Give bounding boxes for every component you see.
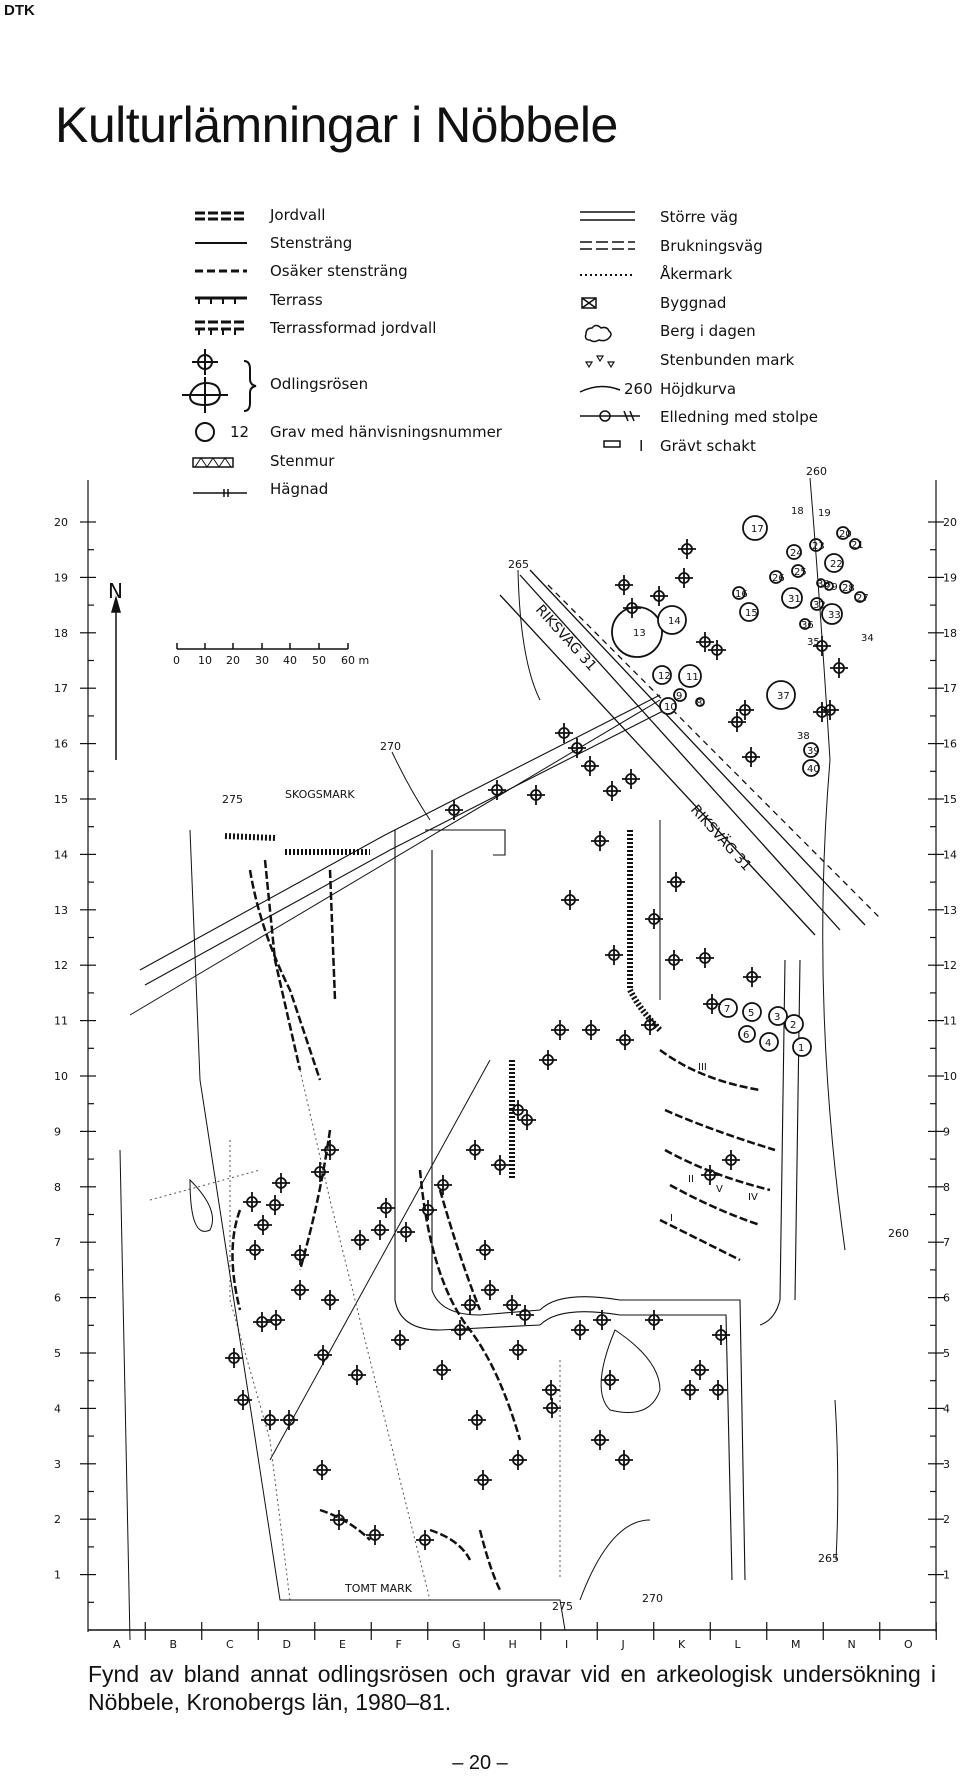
odlingsros-cross-57: [311, 1162, 329, 1182]
odlingsros-cross-1: [678, 539, 696, 559]
odlingsros-cross-93: [722, 1150, 740, 1170]
odlingsros-cross-17: [581, 756, 599, 776]
legend-left-label-7: Stenmur: [270, 452, 335, 470]
odlingsros-cross-12: [742, 747, 760, 767]
odlingsros-cross-68: [291, 1280, 309, 1300]
grave-label-11: 11: [686, 672, 699, 683]
odlingsros-cross-84: [709, 1380, 727, 1400]
grave-label-21: 21: [851, 540, 864, 551]
grave-label-12: 12: [658, 671, 671, 682]
odlingsros-cross-38: [518, 1110, 536, 1130]
odlingsros-cross-28: [696, 948, 714, 968]
grave-label-2: 2: [790, 1020, 797, 1031]
hojdkurva-symbol: [580, 386, 620, 392]
map-figure: [0, 195, 960, 1655]
grave-label-37: 37: [777, 691, 790, 702]
row-label-left: 18: [54, 626, 68, 640]
contour-label-4: 275: [552, 1600, 573, 1613]
legend-left-label-8: Hägnad: [270, 480, 329, 498]
odlingsros-cross-41: [434, 1175, 452, 1195]
odlingsros-cross-80: [542, 1380, 560, 1400]
row-label-right: 13: [943, 903, 957, 917]
odlingsros-cross-55: [371, 1220, 389, 1240]
grave-label-15: 15: [745, 608, 758, 619]
berg-i-dagen-symbol: [586, 326, 612, 342]
legend-right-number-6: 260: [624, 380, 653, 398]
odlingsros-cross-39: [491, 1155, 509, 1175]
odlingsros-cross-48: [433, 1360, 451, 1380]
legend-right-label-3: Byggnad: [660, 294, 727, 312]
row-label-left: 5: [54, 1347, 61, 1360]
contour-label-1: 265: [508, 558, 529, 571]
grave-label-9: 9: [676, 691, 683, 702]
odlingsros-cross-23: [527, 785, 545, 805]
place-label-skogsmark: SKOGSMARK: [285, 788, 355, 801]
page-title: Kulturlämningar i Nöbbele: [55, 97, 618, 153]
legend-left: [182, 213, 256, 497]
odlingsros-cross-15: [555, 723, 573, 743]
row-label-right: 12: [943, 959, 957, 973]
scale-tick-4: 40: [283, 654, 297, 667]
odlingsros-cross-82: [645, 1310, 663, 1330]
legend-right: [580, 212, 640, 447]
odlingsros-cross-52: [476, 1240, 494, 1260]
odlingsros-cross-63: [253, 1312, 271, 1332]
row-label-right: 19: [943, 571, 957, 585]
scale-tick-3: 30: [255, 654, 269, 667]
trench-IV: IV: [748, 1192, 758, 1203]
akermark-boundaries: [150, 1070, 560, 1600]
odlingsros-cross-66: [225, 1348, 243, 1368]
row-label-right: 15: [943, 793, 957, 806]
grave-label-14: 14: [668, 616, 681, 627]
odlingsros-cross-73: [330, 1510, 348, 1530]
grave-label-6: 6: [743, 1030, 750, 1041]
grave-label-35: 35: [807, 637, 820, 648]
row-label-left: 14: [54, 848, 68, 862]
stenmur-symbol: [193, 458, 233, 467]
row-label-left: 17: [54, 682, 68, 696]
contour-label-3: 275: [222, 793, 243, 806]
odlingsros-cross-62: [246, 1240, 264, 1260]
row-label-left: 16: [54, 737, 68, 751]
scale-tick-2: 20: [226, 654, 240, 667]
row-label-left: 6: [54, 1291, 61, 1305]
grave-label-33: 33: [828, 610, 841, 621]
odlingsros-cross-76: [468, 1410, 486, 1430]
row-label-right: 11: [943, 1014, 957, 1028]
row-label-right: 14: [943, 848, 957, 862]
row-label-right: 18: [943, 626, 957, 640]
brukningsvag-symbol: [580, 242, 635, 249]
odlingsros-cross-89: [261, 1410, 279, 1430]
col-label: H: [508, 1638, 517, 1651]
grave-label-10: 10: [664, 702, 677, 713]
scale-tick-1: 10: [198, 654, 212, 667]
trench-I: I: [670, 1213, 673, 1224]
col-label: B: [169, 1638, 178, 1651]
scale-bar: [177, 643, 348, 649]
byggnad-symbol: [582, 298, 596, 308]
odlingsros-cross-58: [272, 1173, 290, 1193]
legend-left-label-1: Stensträng: [270, 234, 353, 252]
header-tag: DTK: [4, 2, 35, 19]
contour-label-5: 270: [642, 1592, 663, 1605]
grave-label-31: 31: [788, 594, 801, 605]
row-label-right: 9: [943, 1125, 950, 1139]
scale-tick-6: 60 m: [341, 654, 370, 667]
row-label-left: 2: [54, 1513, 61, 1527]
odlingsros-cross-94: [701, 1165, 719, 1185]
odlingsros-cross-64: [267, 1310, 285, 1330]
grave-label-7: 7: [724, 1004, 731, 1015]
col-label: G: [452, 1638, 461, 1651]
legend-right-label-7: Elledning med stolpe: [660, 408, 818, 426]
terrassformad-jordvall-symbol: [195, 322, 247, 335]
grave-label-26: 26: [772, 573, 785, 584]
odlingsros-cross-35: [551, 1020, 569, 1040]
grave-label-24: 24: [790, 548, 803, 559]
odlingsros-cross-91: [571, 1320, 589, 1340]
odlingsros-cross-31: [605, 945, 623, 965]
legend-left-label-3: Terrass: [270, 291, 323, 309]
legend-right-label-2: Åkermark: [660, 265, 733, 283]
odlingsros-cross-77: [474, 1470, 492, 1490]
terraces: [233, 860, 776, 1590]
row-label-right: 3: [943, 1457, 950, 1471]
odlingsros-cross-2: [675, 568, 693, 588]
odlingsros-cross-79: [509, 1340, 527, 1360]
row-label-right: 7: [943, 1236, 950, 1250]
row-label-left: 4: [54, 1402, 61, 1416]
legend-right-label-5: Stenbunden mark: [660, 351, 795, 369]
col-label: A: [113, 1638, 121, 1651]
odlingsros-cross-67: [314, 1345, 332, 1365]
row-label-left: 8: [54, 1180, 61, 1194]
odlingsros-cross-60: [243, 1192, 261, 1212]
grave-label-16: 16: [735, 589, 748, 600]
legend-right-label-4: Berg i dagen: [660, 322, 756, 340]
field-outline: [120, 820, 660, 1640]
odlingsros-cross-30: [703, 994, 721, 1014]
odlingsros-cross-59: [266, 1195, 284, 1215]
road-label-2: RIKSVÄG 31: [687, 801, 755, 875]
row-label-right: 16: [943, 737, 957, 751]
col-label: C: [226, 1638, 234, 1651]
odlingsros-cross-14: [830, 658, 848, 678]
col-label: L: [734, 1638, 741, 1651]
col-label: M: [791, 1638, 801, 1651]
page-number: – 20 –: [452, 1752, 508, 1774]
odlingsros-cross-54: [451, 1320, 469, 1340]
odlingsros-cross-86: [615, 1450, 633, 1470]
grave-label-40: 40: [807, 764, 820, 775]
row-label-right: 8: [943, 1180, 950, 1194]
odlingsros-cross-29: [743, 967, 761, 987]
odlingsros-cross-45: [351, 1230, 369, 1250]
terrass-symbol: [195, 298, 247, 304]
place-label-tomtmark: TOMT MARK: [345, 1582, 412, 1595]
odlingsros-cross-24: [561, 890, 579, 910]
grave-label-32: 32: [813, 600, 826, 611]
north-label: N: [108, 579, 123, 603]
legend-left-number-6: 12: [230, 423, 250, 441]
odlingsros-cross-36: [539, 1050, 557, 1070]
grave-label-27: 27: [856, 593, 869, 604]
odlingsros-cross-74: [366, 1525, 384, 1545]
elledning-symbol: [580, 411, 640, 421]
odlingsros-cross-56: [321, 1140, 339, 1160]
col-label: J: [621, 1638, 625, 1651]
grave-label-28: 28: [842, 583, 855, 594]
legend-left-label-6: Grav med hänvisningsnummer: [270, 423, 502, 441]
row-label-right: 5: [943, 1347, 950, 1360]
odlingsros-cross-87: [591, 1430, 609, 1450]
grav-symbol: [196, 423, 214, 441]
odlingsros-cross-25: [667, 872, 685, 892]
odlingsros-cross-69: [291, 1245, 309, 1265]
stenbunden-mark-symbol: [586, 356, 614, 367]
row-label-left: 1: [54, 1568, 61, 1582]
odlingsros-cross-18: [603, 781, 621, 801]
row-label-left: 20: [54, 516, 68, 529]
grave-label-22: 22: [830, 559, 843, 570]
odlingsros-cross-27: [665, 950, 683, 970]
grave-label-30: 30: [817, 579, 830, 590]
odlingsros-cross-40: [466, 1140, 484, 1160]
jordvall-symbol: [195, 213, 247, 219]
row-label-left: 10: [54, 1070, 68, 1083]
odlingsros-cross-32: [641, 1015, 659, 1035]
grave-label-13: 13: [633, 628, 646, 639]
odlingsros-cross-19: [591, 831, 609, 851]
odlingsros-cross-46: [391, 1330, 409, 1350]
odlingsros-cross-92: [691, 1360, 709, 1380]
legend-left-label-5: Odlingsrösen: [270, 375, 369, 393]
grave-label-23: 23: [812, 541, 825, 552]
col-label: N: [847, 1638, 856, 1651]
odlingsros-cross-85: [681, 1380, 699, 1400]
odlingsros-cross-65: [234, 1390, 252, 1410]
grave-label-18: 18: [791, 506, 804, 517]
grave-label-38: 38: [797, 731, 810, 742]
grave-label-8: 8: [696, 698, 703, 709]
legend-right-label-1: Brukningsväg: [660, 237, 763, 255]
odlingsros-cross-4: [615, 575, 633, 595]
gravt-schakt-symbol: [604, 441, 620, 447]
grave-label-19: 19: [818, 508, 831, 519]
col-label: D: [282, 1638, 291, 1651]
odlingsros-cross-49: [481, 1280, 499, 1300]
scale-tick-5: 50: [312, 654, 326, 667]
row-label-left: 19: [54, 571, 68, 585]
contour-label-7: 265: [818, 1552, 839, 1565]
odlingsros-cross-21: [488, 780, 506, 800]
row-label-left: 13: [54, 903, 68, 917]
odlingsros-cross-72: [313, 1460, 331, 1480]
legend-right-label-0: Större väg: [660, 208, 738, 226]
legend-left-label-4: Terrassformad jordvall: [270, 319, 437, 337]
row-label-left: 7: [54, 1236, 61, 1250]
odlingsros-cross-20: [622, 769, 640, 789]
trench-V: V: [716, 1184, 723, 1195]
grave-label-34: 34: [861, 633, 874, 644]
trench-II: II: [688, 1174, 694, 1185]
odlingsros-cross-88: [543, 1398, 561, 1418]
trench-III: III: [698, 1062, 707, 1073]
grave-label-17: 17: [751, 524, 764, 535]
storre-vag-symbol: [580, 212, 635, 220]
odlingsros-cross-33: [616, 1030, 634, 1050]
legend-left-label-2: Osäker stensträng: [270, 262, 408, 280]
row-label-left: 3: [54, 1457, 61, 1471]
legend-right-label-8: Grävt schakt: [660, 437, 756, 455]
grave-label-29: 29: [825, 582, 838, 593]
row-label-left: 11: [54, 1014, 68, 1028]
contour-label-0: 260: [806, 465, 827, 478]
odlingsros-cross-78: [509, 1450, 527, 1470]
col-label: F: [395, 1638, 402, 1651]
grave-label-20: 20: [839, 529, 852, 540]
legend-right-number-8: I: [639, 437, 644, 455]
hagnad-symbol: [193, 489, 247, 497]
row-label-right: 20: [943, 516, 957, 529]
odlingsros-cross-90: [601, 1370, 619, 1390]
col-label: I: [565, 1638, 569, 1651]
col-label: O: [904, 1638, 913, 1651]
grave-label-5: 5: [748, 1008, 755, 1019]
row-label-left: 12: [54, 959, 68, 973]
odlingsros-cross-34: [582, 1020, 600, 1040]
north-arrow: [112, 598, 120, 760]
odlingsrosen-symbol: [182, 349, 256, 413]
contour-label-6: 260: [888, 1227, 909, 1240]
grave-label-36: 36: [801, 620, 814, 631]
row-label-right: 4: [943, 1402, 950, 1416]
row-label-left: 9: [54, 1125, 61, 1139]
row-label-left: 15: [54, 793, 68, 806]
row-label-right: 2: [943, 1513, 950, 1527]
odlingsros-cross-61: [254, 1215, 272, 1235]
scale-tick-0: 0: [173, 654, 180, 667]
legend-left-label-0: Jordvall: [270, 206, 326, 224]
odlingsros-cross-43: [377, 1198, 395, 1218]
odlingsros-cross-3: [650, 586, 668, 606]
col-label: K: [678, 1638, 686, 1651]
grave-label-39: 39: [807, 746, 820, 757]
row-label-right: 17: [943, 682, 957, 696]
row-label-right: 1: [943, 1568, 950, 1582]
odlingsros-cross-70: [321, 1290, 339, 1310]
col-label: E: [339, 1638, 346, 1651]
stenmur-walls: [225, 830, 660, 1180]
grave-label-4: 4: [765, 1038, 772, 1049]
odlingsros-cross-75: [416, 1530, 434, 1550]
odlingsros-cross-47: [348, 1365, 366, 1385]
row-label-right: 6: [943, 1291, 950, 1305]
grave-label-25: 25: [794, 567, 807, 578]
grave-label-1: 1: [798, 1043, 805, 1054]
odlingsros-cross-51: [516, 1305, 534, 1325]
contour-label-2: 270: [380, 740, 401, 753]
figure-caption: Fynd av bland annat odlingsrösen och gravar vid en arkeologisk undersökning i Nöbbele, Kronobergs län, 1980–81.: [88, 1661, 936, 1715]
odlingsros-cross-42: [419, 1200, 437, 1220]
legend-right-label-6: Höjdkurva: [660, 380, 737, 398]
row-label-right: 10: [943, 1070, 957, 1083]
road-label-1: RIKSVÄG 31: [532, 601, 600, 675]
odlingsros-cross-83: [712, 1325, 730, 1345]
grave-label-3: 3: [774, 1012, 781, 1023]
